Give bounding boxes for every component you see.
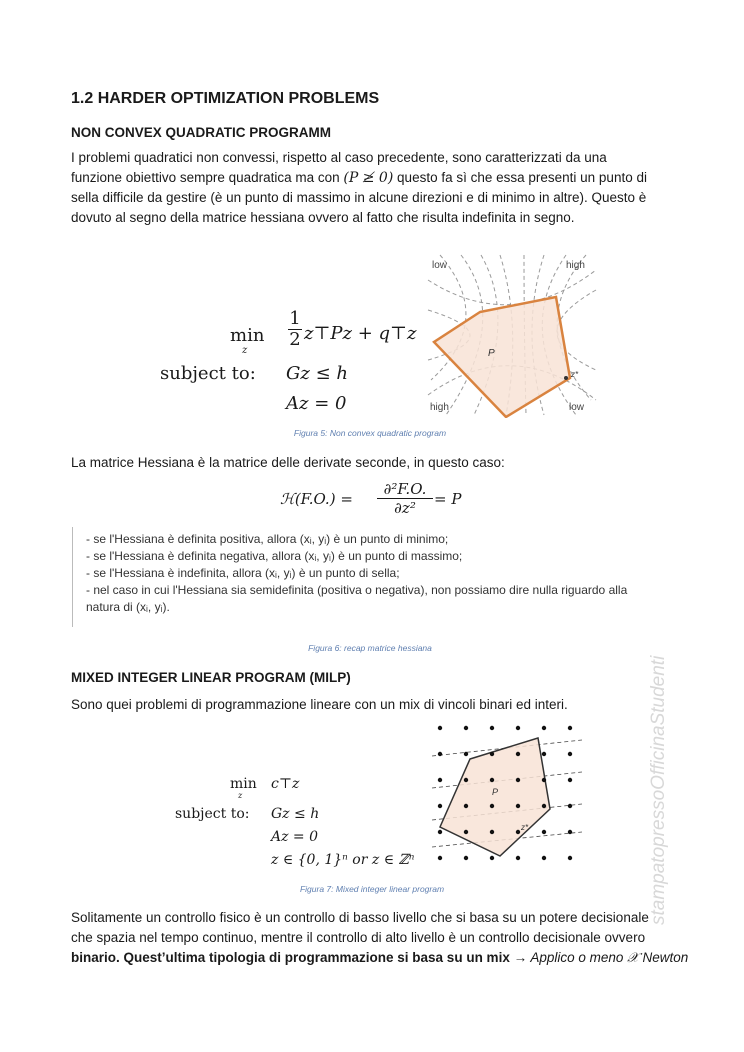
lattice-point [490,830,494,834]
lattice-point [568,804,572,808]
para-line [71,948,691,968]
section-title: 1.2 HARDER OPTIMIZATION PROBLEMS [71,90,380,107]
optimum-point [564,376,568,380]
closing-paragraph [71,908,691,968]
milp-formula [175,772,435,872]
lattice-point [542,726,546,730]
lattice-point [464,778,468,782]
label-low: low [432,260,448,271]
constraint-eq: Az = 0 [286,393,347,414]
lattice-point [568,778,572,782]
lattice-point [438,726,442,730]
lattice-point [438,856,442,860]
hessian-lhs: ℋ(F.O.) = [280,490,353,508]
subject-to: subject to: [160,363,256,384]
lattice-point [542,778,546,782]
lattice-point [490,856,494,860]
watermark-text: stampatopressoOfficinaStudenti [648,655,669,925]
lattice-point [568,752,572,756]
milp-title: MIXED INTEGER LINEAR PROGRAM (MILP) [71,670,351,685]
recap-item: - se l'Hessiana è indefinita, allora (xᵢ, yᵢ) è un punto di sella; [86,566,400,580]
lattice-point [490,804,494,808]
region-label: P [488,348,495,359]
region-label: P [492,787,499,797]
objective: z⊤Pz + q⊤z [304,323,417,344]
lattice-point [490,726,494,730]
lattice-point [464,752,468,756]
watermark [642,540,672,930]
label-high: high [566,260,585,271]
x-symbol: 𝒳 [627,950,639,966]
min-operator: min [230,776,257,792]
recap-item: - se l'Hessiana è definita positiva, allora (xᵢ, yᵢ) è un punto di minimo; [86,532,449,546]
lattice-point [516,804,520,808]
lattice-point [542,752,546,756]
lattice-point [516,856,520,860]
lattice-point [516,778,520,782]
lattice-point [464,830,468,834]
para-line: che spazia nel tempo continuo, mentre il controllo di alto livello è un controllo decisionale ovvero [71,930,646,945]
fraction-den: 2 [289,329,301,350]
min-operator: min [230,325,265,346]
optimum-label: z* [521,823,529,832]
hessian-fraction [377,480,433,517]
hessian-num: ∂²F.O. [377,480,433,499]
para-line: sella difficile da gestire (è un punto di massimo in alcune direzioni e di minimo in altre). Questo è [71,190,647,205]
italic-text: Applico o meno [527,950,628,965]
min-subscript: z [242,345,248,356]
lattice-point [438,778,442,782]
figure-6-caption: Figura 6: recap matrice hessiana [308,643,432,653]
lattice-point [542,856,546,860]
lattice-point [568,830,572,834]
lattice-point [464,726,468,730]
hessian-recap [72,527,673,627]
recap-item: natura di (xᵢ, yᵢ). [86,600,170,614]
lattice-point [438,752,442,756]
nonconvex-paragraph [71,148,681,228]
lattice-point [568,856,572,860]
fraction [288,309,302,350]
constraint-ineq: Gz ≤ h [286,363,348,384]
nonconvex-title: NON CONVEX QUADRATIC PROGRAMM [71,125,332,140]
label-high: high [430,402,449,413]
lattice-point [438,830,442,834]
lattice-point [542,804,546,808]
objective: c⊤z [271,776,300,792]
min-subscript: z [238,791,243,800]
lattice-point [464,856,468,860]
bold-text: binario. Quest’ultima tipologia di programmazione si basa su un mix [71,950,514,965]
feasible-region [434,297,570,417]
hessian-intro: La matrice Hessiana è la matrice delle derivate seconde, in questo caso: [71,455,505,470]
para-text: funzione obiettivo sempre quadratica ma con [71,170,344,185]
feasible-region [440,738,550,856]
figure-5-caption: Figura 5: Non convex quadratic program [293,428,447,438]
lattice-point [490,778,494,782]
lattice-point [490,752,494,756]
para-line: dovuto al segno della matrice hessiana ovvero al fatto che risulta indefinita in segno. [71,210,575,225]
lattice-point [516,830,520,834]
hessian-rhs: = P [434,490,462,508]
lattice-point [516,752,520,756]
lattice-point [542,830,546,834]
constraint-integer: z ∈ {0, 1}ⁿ or z ∈ ℤⁿ [271,852,415,868]
newton-text: Newton [638,950,689,965]
lattice-point [568,726,572,730]
figure-7-caption: Figura 7: Mixed integer linear program [299,884,445,894]
para-line: I problemi quadratici non convessi, rispetto al caso precedente, sono caratterizzati da una [71,150,607,165]
milp-figure [432,722,582,867]
lattice-point [516,726,520,730]
arrow-icon: → [513,950,528,965]
optimum-label: z* [571,370,579,379]
nonconvex-figure [426,250,598,418]
lattice-point [438,804,442,808]
para-text: questo fa sì che essa presenti un punto di [393,170,647,185]
para-line: Solitamente un controllo fisico è un controllo di basso livello che si basa su un potere decisionale [71,910,649,925]
hessian-formula [280,480,480,520]
para-line [71,168,681,188]
constraint-ineq: Gz ≤ h [271,806,320,822]
fraction-num: 1 [289,308,301,329]
hessian-den: ∂z² [394,499,416,517]
recap-item: - nel caso in cui l'Hessiana sia semidefinita (positiva o negativa), non possiamo dire nulla riguardo alla [86,583,628,597]
label-low: low [569,402,585,413]
recap-item: - se l'Hessiana è definita negativa, allora (xᵢ, yᵢ) è un punto di massimo; [86,549,463,563]
subject-to: subject to: [175,806,250,822]
constraint-eq: Az = 0 [271,829,319,845]
p-not-psd: (P ≱ 0) [343,170,394,186]
milp-paragraph: Sono quei problemi di programmazione lineare con un mix di vincoli binari ed interi. [71,697,568,712]
nonconvex-formula [160,305,420,420]
lattice-point [464,804,468,808]
